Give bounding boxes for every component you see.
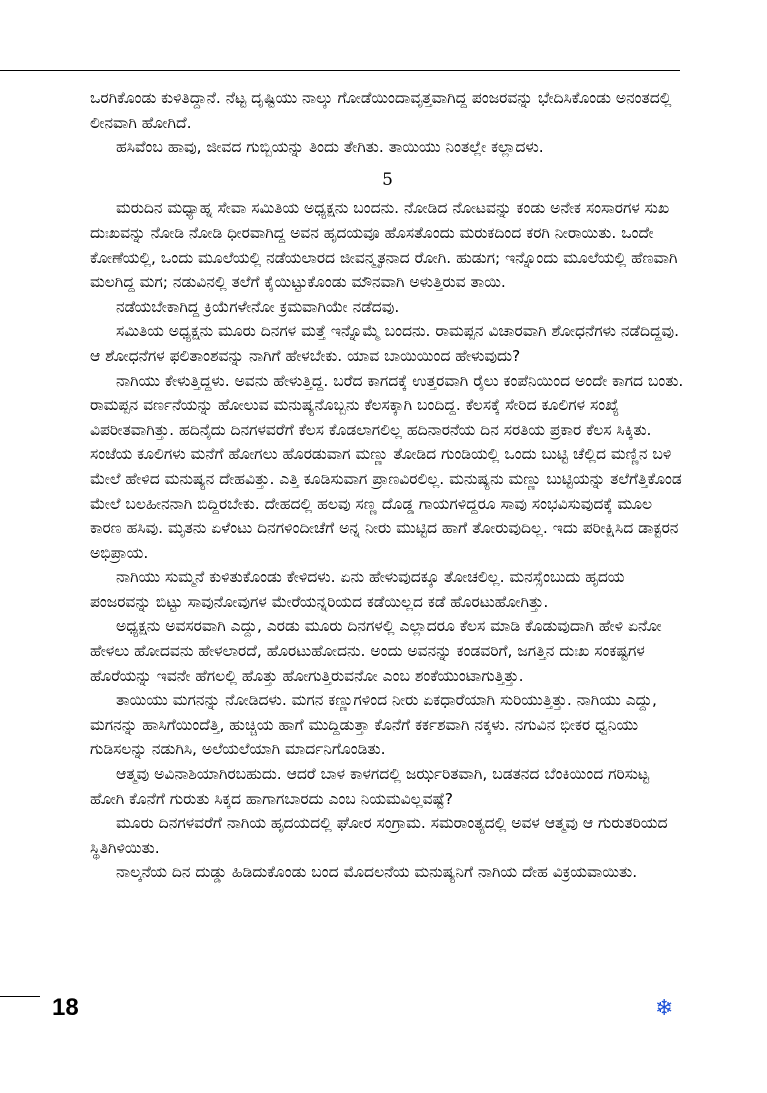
- header-rule: [0, 70, 680, 71]
- page-number: 18: [52, 994, 79, 1021]
- paragraph: ನಾಲ್ಕನೆಯ ದಿನ ದುಡ್ಡು ಹಿಡಿದುಕೊಂಡು ಬಂದ ಮೊದಲನೆಯ ಮನುಷ್ಯನಿಗೆ ನಾಗಿಯ ದೇಹ ವಿಕ್ರಯವಾಯಿತು.: [116, 863, 638, 882]
- paragraph: ನಾಗಿಯು ಕೇಳುತ್ತಿದ್ದಳು. ಅವನು ಹೇಳುತ್ತಿದ್ದ. ಬರೆದ ಕಾಗದಕ್ಕೆ ಉತ್ತರವಾಗಿ ರೈಲು ಕಂಪೆನಿಯಿಂದ ಅಂದೇ ಕಾಗದ ಬಂತು. ರಾಮಪ್ಪನ ವರ್ಣನೆಯನ್ನು ಹೋಲುವ ಮನುಷ್ಯನೊಬ್ಬನು ಕೆಲಸಕ್ಕಾಗಿ ಬಂದಿದ್ದ. ಕೆಲಸಕ್ಕೆ ಸೇರಿದ ಕೂಲಿಗಳ ಸಂಖ್ಯೆ ವಿಪರೀತವಾಗಿತ್ತು. ಹದಿನೈದು ದಿನಗಳವರೆಗೆ ಕೆಲಸ ಕೊಡಲಾಗಲಿಲ್ಲ ಹದಿನಾರನೆಯ ದಿನ ಸರತಿಯ ಪ್ರಕಾರ ಕೆಲಸ ಸಿಕ್ಕಿತು. ಸಂಜೆಯ ಕೂಲಿಗಳು ಮನೆಗೆ ಹೋಗಲು ಹೊರಡುವಾಗ ಮಣ್ಣು ತೋಡಿದ ಗುಂಡಿಯಲ್ಲಿ ಒಂದು ಬುಟ್ಟಿ ಚೆಲ್ಲಿದ ಮಣ್ಣಿನ ಬಳಿ ಮೇಲೆ ಹೇಳಿದ ಮನುಷ್ಯನ ದೇಹವಿತ್ತು. ಎತ್ತಿ ಕೂಡಿಸುವಾಗ ಪ್ರಾಣವಿರಲಿಲ್ಲ. ಮನುಷ್ಯನು ಮಣ್ಣು ಬುಟ್ಟಿಯನ್ನು ತಲೆಗೆತ್ತಿಕೊಂಡ ಮೇಲೆ ಬಲಹೀನನಾಗಿ ಬಿದ್ದಿರಬೇಕು. ದೇಹದಲ್ಲಿ ಹಲವು ಸಣ್ಣ ದೊಡ್ಡ ಗಾಯಗಳಿದ್ದರೂ ಸಾವು ಸಂಭವಿಸುವುದಕ್ಕೆ ಮೂಲ ಕಾರಣ ಹಸಿವು. ಮೃತನು ಏಳೆಂಟು ದಿನಗಳಿಂದೀಚೆಗೆ ಅನ್ನ ನೀರು ಮುಟ್ಟಿದ ಹಾಗೆ ತೋರುವುದಿಲ್ಲ. ಇದು ಪರೀಕ್ಷಿಸಿದ ಡಾಕ್ಟರನ ಅಭಿಪ್ರಾಯ.: [90, 371, 684, 562]
- paragraph: ಹಸಿವೆಂಬ ಹಾವು, ಜೀವದ ಗುಬ್ಬಿಯನ್ನು ತಿಂದು ತೇಗಿತು. ತಾಯಿಯು ನಿಂತಲ್ಲೇ ಕಲ್ಲಾದಳು.: [116, 138, 544, 157]
- paragraph: ಮರುದಿನ ಮಧ್ಯಾಹ್ನ ಸೇವಾ ಸಮಿತಿಯ ಅಧ್ಯಕ್ಷನು ಬಂದನು. ನೋಡಿದ ನೋಟವನ್ನು ಕಂಡು ಅನೇಕ ಸಂಸಾರಗಳ ಸುಖ ದುಃಖವನ್ನು ನೋಡಿ ನೋಡಿ ಧೀರವಾಗಿದ್ದ ಅವನ ಹೃದಯವೂ ಹೊಸತೊಂದು ಮರುಕದಿಂದ ಕರಗಿ ನೀರಾಯಿತು. ಒಂದೇ ಕೋಣೆಯಲ್ಲಿ, ಒಂದು ಮೂಲೆಯಲ್ಲಿ ನಡೆಯಲಾರದ ಜೀವನ್ಮೃತನಾದ ರೋಗಿ. ಹುಡುಗ; ಇನ್ನೊಂದು ಮೂಲೆಯಲ್ಲಿ ಹೆಣವಾಗಿ ಮಲಗಿದ್ದ ಮಗ; ನಡುವಿನಲ್ಲಿ ತಲೆಗೆ ಕೈಯಿಟ್ಟುಕೊಂಡು ಮೌನವಾಗಿ ಅಳುತ್ತಿರುವ ತಾಯಿ.: [90, 199, 678, 292]
- paragraph: ತಾಯಿಯು ಮಗನನ್ನು ನೋಡಿದಳು. ಮಗನ ಕಣ್ಣುಗಳಿಂದ ನೀರು ಏಕಧಾರೆಯಾಗಿ ಸುರಿಯುತ್ತಿತ್ತು. ನಾಗಿಯು ಎದ್ದು, ಮಗನನ್ನು ಹಾಸಿಗೆಯಿಂದೆತ್ತಿ, ಹುಚ್ಚಿಯ ಹಾಗೆ ಮುದ್ದಿಡುತ್ತಾ ಕೊನೆಗೆ ಕರ್ಕಶವಾಗಿ ನಕ್ಕಳು. ನಗುವಿನ ಭೀಕರ ಧ್ವನಿಯು ಗುಡಿಸಲನ್ನು ನಡುಗಿಸಿ, ಅಲೆಯಲೆಯಾಗಿ ಮಾರ್ದನಿಗೊಂಡಿತು.: [90, 691, 657, 759]
- paragraph: ಮೂರು ದಿನಗಳವರೆಗೆ ನಾಗಿಯ ಹೃದಯದಲ್ಲಿ ಘೋರ ಸಂಗ್ರಾಮ. ಸಮರಾಂತ್ಯದಲ್ಲಿ ಅವಳ ಆತ್ಮವು ಆ ಗುರುತರಿಯದ ಸ್ಥಿತಿಗಿಳಿಯಿತು.: [90, 814, 668, 857]
- paragraph: ಆತ್ಮವು ಅವಿನಾಶಿಯಾಗಿರಬಹುದು. ಆದರೆ ಬಾಳ ಕಾಳಗದಲ್ಲಿ ಜರ್ಝರಿತವಾಗಿ, ಬಡತನದ ಬೆಂಕಿಯಿಂದ ಗರಿಸುಟ್ಟ ಹೋಗಿ ಕೊನೆಗೆ ಗುರುತು ಸಿಕ್ಕದ ಹಾಗಾಗಬಾರದು ಎಂಬ ನಿಯಮವಿಲ್ಲವಷ್ಟೆ?: [90, 765, 650, 808]
- paragraph: ನಾಗಿಯು ಸುಮ್ಮನೆ ಕುಳಿತುಕೊಂಡು ಕೇಳಿದಳು. ಏನು ಹೇಳುವುದಕ್ಕೂ ತೋಚಲಿಲ್ಲ. ಮನಸ್ಸೆಂಬುದು ಹೃದಯ ಪಂಜರವನ್ನು ಬಿಟ್ಟು ಸಾವುನೋವುಗಳ ಮೇರೆಯನ್ನರಿಯದ ಕಡೆಯಿಲ್ಲದ ಕಡೆ ಹೊರಟುಹೋಗಿತ್ತು.: [90, 568, 625, 611]
- paragraph: ಅಧ್ಯಕ್ಷನು ಅವಸರವಾಗಿ ಎದ್ದು, ಎರಡು ಮೂರು ದಿನಗಳಲ್ಲಿ ಎಲ್ಲಾದರೂ ಕೆಲಸ ಮಾಡಿ ಕೊಡುವುದಾಗಿ ಹೇಳಿ ಏನೋ ಹೇಳಲು ಹೋದವನು ಹೇಳಲಾರದೆ, ಹೊರಟುಹೋದನು. ಅಂದು ಅವನನ್ನು ಕಂಡವರಿಗೆ, ಜಗತ್ತಿನ ದುಃಖ ಸಂಕಷ್ಟಗಳ ಹೊರೆಯನ್ನು ಇವನೇ ಹೆಗಲಲ್ಲಿ ಹೊತ್ತು ಹೋಗುತ್ತಿರುವನೋ ಎಂಬ ಶಂಕೆಯುಂಟಾಗುತ್ತಿತ್ತು.: [90, 617, 662, 685]
- paragraph: ಸಮಿತಿಯ ಅಧ್ಯಕ್ಷನು ಮೂರು ದಿನಗಳ ಮತ್ತೆ ಇನ್ನೊಮ್ಮೆ ಬಂದನು. ರಾಮಪ್ಪನ ವಿಚಾರವಾಗಿ ಶೋಧನೆಗಳು ನಡೆದಿದ್ದವು. ಆ ಶೋಧನೆಗಳ ಫಲಿತಾಂಶವನ್ನು ನಾಗಿಗೆ ಹೇಳಬೇಕು. ಯಾವ ಬಾಯಿಯಿಂದ ಹೇಳುವುದು?: [90, 322, 680, 365]
- section-number: 5: [382, 169, 393, 190]
- snowflake-icon: ❄: [655, 996, 674, 1021]
- footer-rule: [0, 996, 40, 997]
- paragraph-continuation: ಒರಗಿಕೊಂಡು ಕುಳಿತಿದ್ದಾನೆ. ನೆಟ್ಟ ದೃಷ್ಟಿಯು ನಾಲ್ಕು ಗೋಡೆಯಿಂದಾವೃತ್ತವಾಗಿದ್ದ ಪಂಜರವನ್ನು ಭೇದಿಸಿಕೊಂಡು ಅನಂತದಲ್ಲಿ ಲೀನವಾಗಿ ಹೋಗಿದೆ.: [90, 89, 672, 132]
- page-body: [90, 86, 685, 885]
- paragraph: ನಡೆಯಬೇಕಾಗಿದ್ದ ಕ್ರಿಯೆಗಳೇನೋ ಕ್ರಮವಾಗಿಯೇ ನಡೆದವು.: [116, 297, 400, 316]
